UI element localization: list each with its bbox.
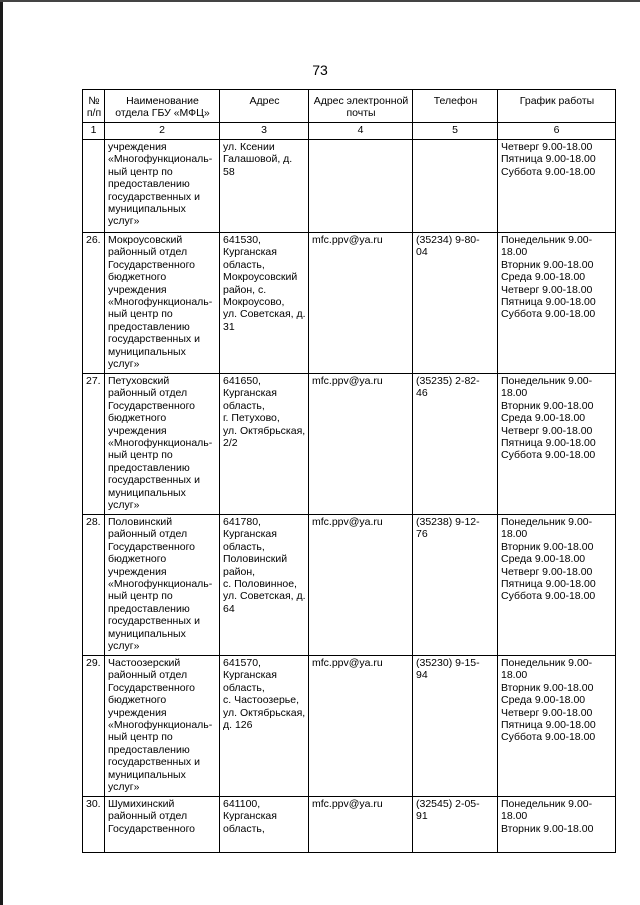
phone-cell	[413, 515, 498, 656]
office-name-line: районный отдел	[108, 669, 188, 682]
row-number: 28.	[83, 515, 105, 656]
address-line: 641650,	[223, 375, 261, 387]
scan-edge	[0, 0, 3, 905]
mfc-offices-table	[82, 89, 616, 853]
address-line: г. Петухово,	[223, 412, 280, 425]
office-name-line: бюджетного	[108, 694, 167, 707]
address-line: ул. Октябрьская,	[223, 706, 306, 719]
office-name-line: муниципальных	[108, 627, 186, 640]
address-cell	[220, 374, 309, 515]
schedule-line: 18.00	[501, 810, 528, 823]
office-name-cell	[105, 797, 220, 853]
schedule-cell	[498, 515, 616, 656]
office-name-line: учреждения	[108, 565, 167, 578]
office-name-line: предоставлению	[108, 743, 190, 756]
address-line: область,	[223, 822, 265, 835]
office-name-line: Государственного	[108, 258, 196, 271]
address-line: область,	[223, 681, 265, 694]
office-name-line: государственных и	[108, 756, 200, 769]
phone-line: 76	[416, 528, 428, 541]
address-line: Курганская	[223, 387, 277, 400]
office-name-line: предоставлению	[108, 461, 190, 474]
schedule-line: Среда 9.00-18.00	[501, 271, 586, 284]
address-line: 641780,	[223, 516, 261, 528]
schedule-line: Четверг 9.00-18.00	[501, 141, 593, 153]
phone-line: (35234) 9-80-	[416, 234, 480, 246]
office-name-line: муниципальных	[108, 768, 186, 781]
office-name-cell	[105, 140, 220, 233]
address-cell	[220, 140, 309, 233]
address-line: ул. Октябрьская,	[223, 424, 306, 437]
office-name-line: Государственного	[108, 822, 196, 835]
schedule-line: Четверг 9.00-18.00	[501, 706, 593, 719]
office-name-line: государственных и	[108, 615, 200, 628]
schedule-line: Суббота 9.00-18.00	[501, 590, 596, 603]
office-name-line: Государственного	[108, 399, 196, 412]
phone-line: (35230) 9-15-	[416, 657, 480, 669]
office-name-line: услуг»	[108, 358, 140, 371]
address-line: с. Частоозерье,	[223, 694, 300, 707]
row-number: 27.	[83, 374, 105, 515]
office-name-line: государственных и	[108, 190, 200, 203]
schedule-cell	[498, 140, 616, 233]
office-name-cell	[105, 515, 220, 656]
address-line: Половинский	[223, 553, 288, 566]
email-cell: mfc.ppv@ya.ru	[309, 656, 413, 797]
office-name-line: ный центр по	[108, 308, 173, 321]
schedule-line: Вторник 9.00-18.00	[501, 681, 594, 694]
schedule-line: 18.00	[501, 528, 528, 541]
schedule-line: Среда 9.00-18.00	[501, 412, 586, 425]
page-number: 73	[312, 62, 328, 78]
office-name-cell	[105, 233, 220, 374]
office-name-line: предоставлению	[108, 602, 190, 615]
header-email: Адрес электронной почты	[309, 90, 413, 123]
address-line: ул. Ксении	[223, 141, 275, 153]
office-name-line: государственных и	[108, 474, 200, 487]
address-line: 641530,	[223, 234, 261, 246]
table-row	[83, 233, 616, 374]
schedule-line: Пятница 9.00-18.00	[501, 153, 596, 166]
schedule-line: Вторник 9.00-18.00	[501, 540, 594, 553]
phone-cell	[413, 374, 498, 515]
address-line: ул. Советская, д.	[223, 308, 306, 321]
header-phone: Телефон	[413, 90, 498, 123]
schedule-line: Пятница 9.00-18.00	[501, 719, 596, 732]
schedule-line: Четверг 9.00-18.00	[501, 424, 593, 437]
office-name-line: Шумихинский	[108, 798, 175, 810]
address-line: район,	[223, 565, 256, 578]
schedule-line: Пятница 9.00-18.00	[501, 578, 596, 591]
schedule-line: Четверг 9.00-18.00	[501, 565, 593, 578]
office-name-line: Мокроусовский	[108, 234, 183, 246]
header-address: Адрес	[220, 90, 309, 123]
office-name-line: районный отдел	[108, 387, 188, 400]
phone-cell	[413, 656, 498, 797]
address-line: ул. Советская, д.	[223, 590, 306, 603]
column-number: 3	[220, 123, 309, 140]
office-name-line: бюджетного	[108, 271, 167, 284]
schedule-line: Суббота 9.00-18.00	[501, 449, 596, 462]
row-number: 30.	[83, 797, 105, 853]
address-line: область,	[223, 258, 265, 271]
email-cell	[309, 140, 413, 233]
schedule-line: Вторник 9.00-18.00	[501, 258, 594, 271]
office-name-line: государственных и	[108, 333, 200, 346]
address-line: 31	[223, 320, 235, 333]
phone-line: 46	[416, 387, 428, 400]
schedule-line: Суббота 9.00-18.00	[501, 731, 596, 744]
schedule-cell	[498, 797, 616, 853]
schedule-cell	[498, 233, 616, 374]
table-row	[83, 797, 616, 853]
address-line: область,	[223, 399, 265, 412]
table-row	[83, 374, 616, 515]
office-name-line: муниципальных	[108, 345, 186, 358]
address-line: д. 126	[223, 719, 253, 732]
schedule-line: 18.00	[501, 387, 528, 400]
office-name-line: предоставлению	[108, 320, 190, 333]
schedule-line: Суббота 9.00-18.00	[501, 308, 596, 321]
office-name-line: услуг»	[108, 781, 140, 794]
schedule-line: Среда 9.00-18.00	[501, 694, 586, 707]
address-line: 64	[223, 602, 235, 615]
office-name-line: учреждения	[108, 141, 167, 153]
schedule-line: Понедельник 9.00-	[501, 234, 593, 246]
office-name-line: «Многофункциональ-	[108, 719, 213, 732]
office-name-line: услуг»	[108, 640, 140, 653]
phone-cell	[413, 140, 498, 233]
phone-line: 04	[416, 246, 428, 259]
office-name-line: «Многофункциональ-	[108, 296, 213, 309]
address-line: 2/2	[223, 437, 238, 450]
office-name-line: предоставлению	[108, 178, 190, 191]
office-name-line: районный отдел	[108, 810, 188, 823]
office-name-line: Частоозерский	[108, 657, 181, 669]
office-name-line: муниципальных	[108, 486, 186, 499]
header-row	[83, 90, 616, 123]
column-number: 2	[105, 123, 220, 140]
office-name-line: учреждения	[108, 706, 167, 719]
schedule-line: Суббота 9.00-18.00	[501, 165, 596, 178]
address-line: 641570,	[223, 657, 261, 669]
schedule-line: Понедельник 9.00-	[501, 657, 593, 669]
office-name-line: ный центр по	[108, 449, 173, 462]
column-number: 5	[413, 123, 498, 140]
schedule-line: 18.00	[501, 246, 528, 259]
schedule-line: Четверг 9.00-18.00	[501, 283, 593, 296]
schedule-line: 18.00	[501, 669, 528, 682]
address-cell	[220, 515, 309, 656]
office-name-cell	[105, 374, 220, 515]
address-cell	[220, 656, 309, 797]
office-name-line: ный центр по	[108, 731, 173, 744]
address-cell	[220, 797, 309, 853]
table-body	[83, 140, 616, 853]
office-name-line: муниципальных	[108, 203, 186, 216]
address-line: область,	[223, 540, 265, 553]
address-line: Мокроусово,	[223, 296, 285, 309]
address-line: район, с.	[223, 283, 267, 296]
address-line: Курганская	[223, 810, 277, 823]
column-number: 1	[83, 123, 105, 140]
schedule-line: Среда 9.00-18.00	[501, 553, 586, 566]
column-numbers-row	[83, 123, 616, 140]
office-name-line: услуг»	[108, 215, 140, 228]
header-name: Наименование отдела ГБУ «МФЦ»	[105, 90, 220, 123]
phone-line: (32545) 2-05-	[416, 798, 480, 810]
office-name-line: Половинский	[108, 516, 173, 528]
office-name-line: учреждения	[108, 283, 167, 296]
office-name-line: услуг»	[108, 499, 140, 512]
phone-cell	[413, 233, 498, 374]
address-line: Курганская	[223, 528, 277, 541]
email-cell: mfc.ppv@ya.ru	[309, 374, 413, 515]
office-name-line: «Многофункциональ-	[108, 437, 213, 450]
office-name-line: бюджетного	[108, 412, 167, 425]
address-line: 58	[223, 165, 235, 178]
schedule-cell	[498, 656, 616, 797]
phone-line: (35235) 2-82-	[416, 375, 480, 387]
office-name-line: «Многофункциональ-	[108, 153, 213, 166]
schedule-line: Пятница 9.00-18.00	[501, 296, 596, 309]
phone-cell	[413, 797, 498, 853]
schedule-line: Вторник 9.00-18.00	[501, 822, 594, 835]
office-name-line: ный центр по	[108, 165, 173, 178]
email-cell: mfc.ppv@ya.ru	[309, 797, 413, 853]
address-line: Курганская	[223, 669, 277, 682]
address-line: Галашовой, д.	[223, 153, 293, 166]
table-row	[83, 515, 616, 656]
schedule-line: Понедельник 9.00-	[501, 375, 593, 387]
schedule-line: Вторник 9.00-18.00	[501, 399, 594, 412]
office-name-line: Петуховский	[108, 375, 170, 387]
phone-line: 91	[416, 810, 428, 823]
office-name-line: районный отдел	[108, 246, 188, 259]
office-name-line: ный центр по	[108, 590, 173, 603]
email-cell: mfc.ppv@ya.ru	[309, 233, 413, 374]
scan-edge-top	[0, 0, 640, 2]
schedule-line: Понедельник 9.00-	[501, 516, 593, 528]
office-name-line: «Многофункциональ-	[108, 578, 213, 591]
office-name-line: Государственного	[108, 681, 196, 694]
row-number	[83, 140, 105, 233]
address-line: с. Половинное,	[223, 578, 297, 591]
column-number: 6	[498, 123, 616, 140]
phone-line: 94	[416, 669, 428, 682]
office-name-cell	[105, 656, 220, 797]
schedule-line: Пятница 9.00-18.00	[501, 437, 596, 450]
address-cell	[220, 233, 309, 374]
office-name-line: Государственного	[108, 540, 196, 553]
header-num: № п/п	[83, 90, 105, 123]
column-number: 4	[309, 123, 413, 140]
table-row	[83, 656, 616, 797]
table-row	[83, 140, 616, 233]
address-line: Курганская	[223, 246, 277, 259]
schedule-cell	[498, 374, 616, 515]
address-line: 641100,	[223, 798, 261, 810]
email-cell: mfc.ppv@ya.ru	[309, 515, 413, 656]
address-line: Мокроусовский	[223, 271, 298, 284]
office-name-line: учреждения	[108, 424, 167, 437]
office-name-line: районный отдел	[108, 528, 188, 541]
schedule-line: Понедельник 9.00-	[501, 798, 593, 810]
row-number: 29.	[83, 656, 105, 797]
office-name-line: бюджетного	[108, 553, 167, 566]
phone-line: (35238) 9-12-	[416, 516, 480, 528]
header-schedule: График работы	[498, 90, 616, 123]
row-number: 26.	[83, 233, 105, 374]
